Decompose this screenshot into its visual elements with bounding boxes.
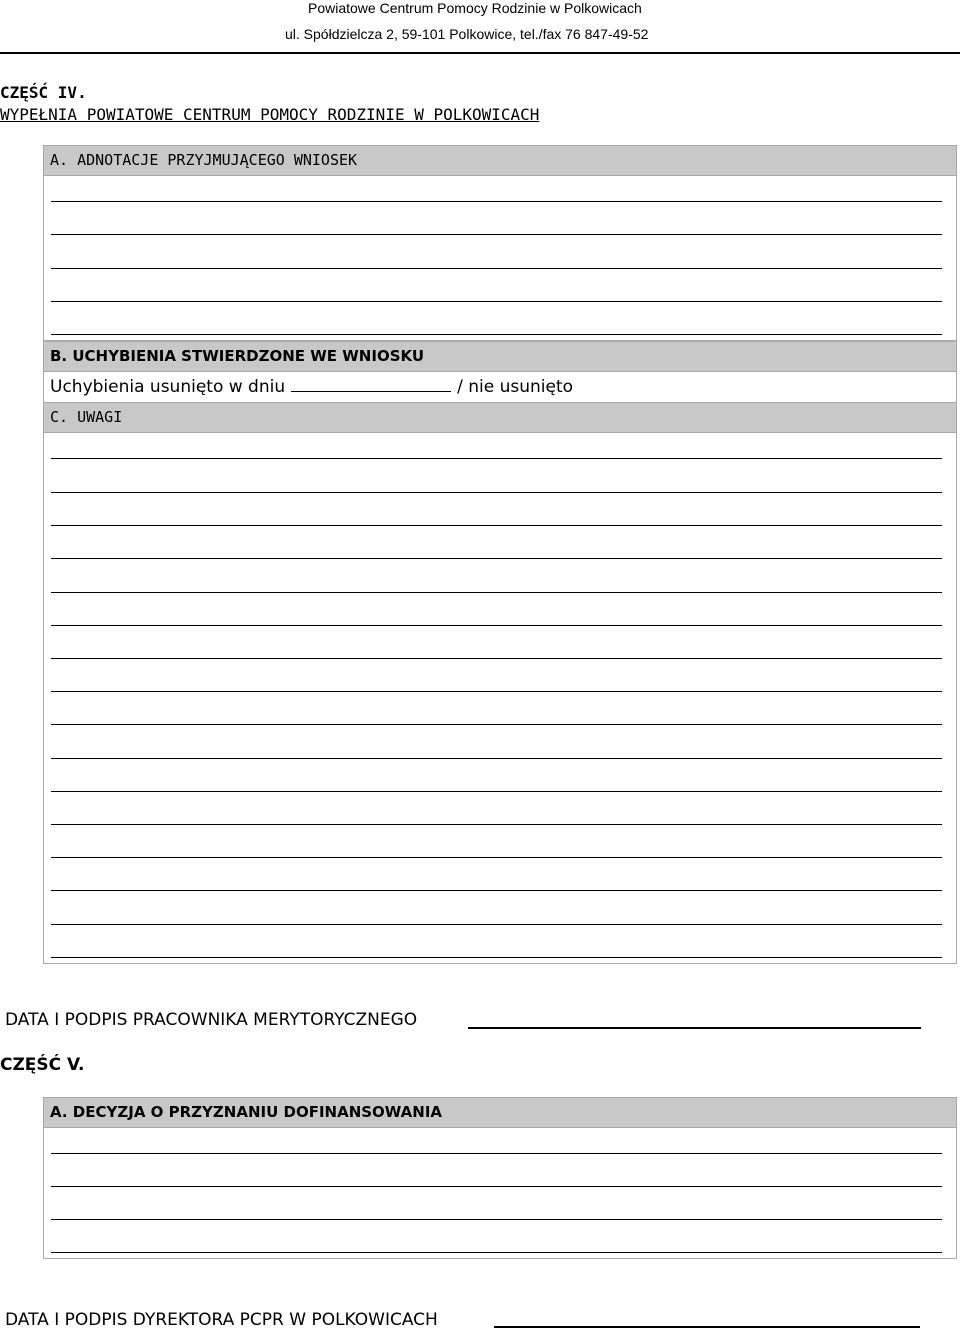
- remarks-line[interactable]: [51, 924, 942, 925]
- part-iv-subtitle: WYPEŁNIA POWIATOWE CENTRUM POMOCY RODZINIE W POLKOWICACH: [0, 105, 540, 124]
- remarks-line[interactable]: [51, 525, 942, 526]
- fixed-date-field[interactable]: [291, 373, 451, 392]
- not-fixed-label: / nie usunięto: [457, 377, 574, 397]
- institution-name: Powiatowe Centrum Pomocy Rodzinie w Polkowicach: [308, 0, 642, 16]
- remarks-line[interactable]: [51, 592, 942, 593]
- header-divider: [0, 52, 960, 54]
- decision-line[interactable]: [51, 1153, 942, 1154]
- section-c-header: C. UWAGI: [44, 403, 956, 433]
- section-a-header: A. ADNOTACJE PRZYJMUJĄCEGO WNIOSEK: [44, 146, 956, 176]
- remarks-line[interactable]: [51, 558, 942, 559]
- remarks-line[interactable]: [51, 890, 942, 891]
- fixed-date-label: Uchybienia usunięto w dniu: [50, 377, 286, 397]
- decision-header: A. DECYZJA O PRZYZNANIU DOFINANSOWANIA: [44, 1098, 956, 1128]
- decision-line[interactable]: [51, 1252, 942, 1253]
- decision-box: [43, 1097, 957, 1259]
- institution-address: ul. Spółdzielcza 2, 59-101 Polkowice, tel./fax 76 847-49-52: [285, 26, 649, 42]
- section-a-line[interactable]: [51, 334, 942, 335]
- caseworker-signature-label: DATA I PODPIS PRACOWNIKA MERYTORYCZNEGO: [5, 1010, 418, 1030]
- part-iv-title: CZĘŚĆ IV.: [0, 83, 87, 102]
- section-b-header: B. UCHYBIENIA STWIERDZONE WE WNIOSKU: [44, 342, 956, 372]
- director-signature-label: DATA I PODPIS DYREKTORA PCPR W POLKOWICACH: [5, 1310, 438, 1330]
- section-a-line[interactable]: [51, 268, 942, 269]
- remarks-line[interactable]: [51, 957, 942, 958]
- part-v-title: CZĘŚĆ V.: [0, 1055, 85, 1075]
- remarks-line[interactable]: [51, 791, 942, 792]
- remarks-line[interactable]: [51, 658, 942, 659]
- remarks-line[interactable]: [51, 625, 942, 626]
- remarks-line[interactable]: [51, 824, 942, 825]
- remarks-line[interactable]: [51, 691, 942, 692]
- section-b-row: [44, 372, 956, 403]
- section-a-line[interactable]: [51, 234, 942, 235]
- remarks-line[interactable]: [51, 492, 942, 493]
- section-a-box: [43, 145, 957, 341]
- remarks-line[interactable]: [51, 458, 942, 459]
- remarks-line[interactable]: [51, 857, 942, 858]
- section-a-line[interactable]: [51, 201, 942, 202]
- decision-line[interactable]: [51, 1219, 942, 1220]
- remarks-line[interactable]: [51, 758, 942, 759]
- director-signature-field[interactable]: [494, 1326, 920, 1328]
- decision-line[interactable]: [51, 1186, 942, 1187]
- remarks-line[interactable]: [51, 724, 942, 725]
- section-a-line[interactable]: [51, 301, 942, 302]
- caseworker-signature-field[interactable]: [468, 1027, 921, 1029]
- section-bc-box: [43, 341, 957, 964]
